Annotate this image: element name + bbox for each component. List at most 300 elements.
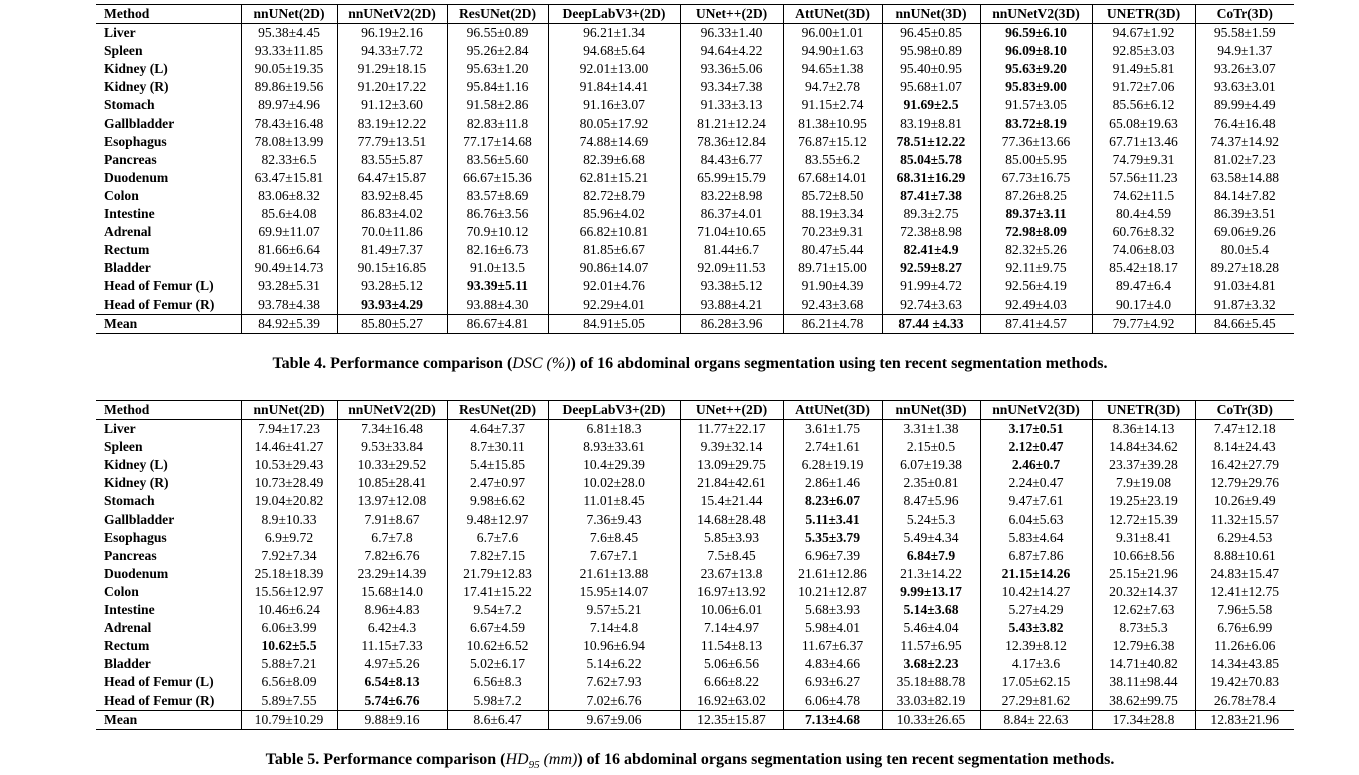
organ-label: Duodenum — [104, 565, 169, 581]
table-cell: 10.46±6.24 — [241, 601, 337, 619]
table-cell: 94.67±1.92 — [1092, 24, 1195, 43]
table-cell: 76.4±16.48 — [1195, 115, 1294, 133]
table-cell: 82.32±5.26 — [980, 241, 1092, 259]
column-header: DeepLabV3+(2D) — [548, 5, 680, 24]
table-cell: 8.47±5.96 — [882, 492, 980, 510]
table-cell: 83.55±6.2 — [783, 151, 882, 169]
organ-label: Colon — [104, 583, 139, 599]
table-cell: 90.17±4.0 — [1092, 296, 1195, 315]
table-4-dsc — [96, 4, 1294, 334]
table-cell: 25.18±18.39 — [241, 565, 337, 583]
table-cell: 6.87±7.86 — [980, 547, 1092, 565]
table-cell: 5.98±7.2 — [447, 692, 548, 711]
table-cell: 68.31±16.29 — [882, 169, 980, 187]
organ-label: Head of Femur (L) — [104, 278, 214, 294]
table-cell: 86.21±4.78 — [783, 314, 882, 333]
table-cell: 7.67±7.1 — [548, 547, 680, 565]
table-cell: 91.99±4.72 — [882, 277, 980, 295]
table-cell: 6.07±19.38 — [882, 456, 980, 474]
table-cell: 2.47±0.97 — [447, 474, 548, 492]
table-cell: 26.78±78.4 — [1195, 692, 1294, 711]
table-cell: 86.39±3.51 — [1195, 205, 1294, 223]
table-cell: 2.74±1.61 — [783, 438, 882, 456]
column-header: UNet++(2D) — [680, 5, 783, 24]
table-cell: 7.96±5.58 — [1195, 601, 1294, 619]
table-row — [96, 637, 1294, 655]
table-cell: 84.91±5.05 — [548, 314, 680, 333]
table-cell: 93.33±11.85 — [241, 42, 337, 60]
table-cell: 65.08±19.63 — [1092, 115, 1195, 133]
table-cell: 78.36±12.84 — [680, 133, 783, 151]
table-cell: 96.09±8.10 — [980, 42, 1092, 60]
column-header: nnUNetV2(3D) — [980, 5, 1092, 24]
table-cell: 23.37±39.28 — [1092, 456, 1195, 474]
column-header: Method — [96, 5, 241, 24]
table-cell: 8.88±10.61 — [1195, 547, 1294, 565]
table-cell: 84.43±6.77 — [680, 151, 783, 169]
table-cell: 10.06±6.01 — [680, 601, 783, 619]
caption-prefix: Table 5. Performance comparison ( — [265, 751, 506, 768]
table-cell: 83.19±8.81 — [882, 115, 980, 133]
caption-metric: DSC (%) — [512, 355, 571, 372]
organ-label: Rectum — [104, 638, 150, 654]
table-cell: 9.31±8.41 — [1092, 529, 1195, 547]
table-cell: 77.17±14.68 — [447, 133, 548, 151]
table-cell: 8.23±6.07 — [783, 492, 882, 510]
table-cell: 63.47±15.81 — [241, 169, 337, 187]
table-cell: 12.79±29.76 — [1195, 474, 1294, 492]
table-cell: 87.44 ±4.33 — [882, 314, 980, 333]
table-cell: 74.37±14.92 — [1195, 133, 1294, 151]
table-cell: 10.53±29.43 — [241, 456, 337, 474]
organ-label: Spleen — [104, 43, 143, 59]
organ-label: Intestine — [104, 602, 155, 618]
table-cell: 7.13±4.68 — [783, 710, 882, 729]
table-cell: 5.85±3.93 — [680, 529, 783, 547]
table-cell: 6.93±6.27 — [783, 673, 882, 691]
table-cell: 91.84±14.41 — [548, 78, 680, 96]
column-header: CoTr(3D) — [1195, 401, 1294, 420]
table-cell: 95.63±1.20 — [447, 60, 548, 78]
table-cell: 9.88±9.16 — [337, 710, 447, 729]
table-cell: 10.85±28.41 — [337, 474, 447, 492]
table-cell: 33.03±82.19 — [882, 692, 980, 711]
table-cell: 96.45±0.85 — [882, 24, 980, 43]
table-cell: 91.69±2.5 — [882, 96, 980, 114]
table-5-caption — [0, 750, 1359, 775]
mean-row — [96, 314, 1294, 333]
table-cell: 2.46±0.7 — [980, 456, 1092, 474]
organ-label: Stomach — [104, 97, 155, 113]
table-cell: 83.57±8.69 — [447, 187, 548, 205]
table-cell: 94.33±7.72 — [337, 42, 447, 60]
mean-row — [96, 710, 1294, 729]
table-4-header-row — [96, 5, 1294, 24]
table-cell: 12.62±7.63 — [1092, 601, 1195, 619]
table-cell: 93.88±4.21 — [680, 296, 783, 315]
table-cell: 11.26±6.06 — [1195, 637, 1294, 655]
table-cell: 86.37±4.01 — [680, 205, 783, 223]
column-header: nnUNetV2(2D) — [337, 401, 447, 420]
table-row — [96, 151, 1294, 169]
table-cell: 94.9±1.37 — [1195, 42, 1294, 60]
table-cell: 21.79±12.83 — [447, 565, 548, 583]
table-cell: 77.79±13.51 — [337, 133, 447, 151]
table-cell: 6.42±4.3 — [337, 619, 447, 637]
table-cell: 95.68±1.07 — [882, 78, 980, 96]
table-cell: 64.47±15.87 — [337, 169, 447, 187]
table-cell: 91.0±13.5 — [447, 259, 548, 277]
table-cell: 74.06±8.03 — [1092, 241, 1195, 259]
table-cell: 82.83±11.8 — [447, 115, 548, 133]
table-cell: 81.66±6.64 — [241, 241, 337, 259]
table-5-header-row — [96, 401, 1294, 420]
organ-label: Esophagus — [104, 529, 167, 545]
table-cell: 5.27±4.29 — [980, 601, 1092, 619]
table-cell: 86.83±4.02 — [337, 205, 447, 223]
table-cell: 96.00±1.01 — [783, 24, 882, 43]
table-cell: 12.79±6.38 — [1092, 637, 1195, 655]
table-cell: 91.57±3.05 — [980, 96, 1092, 114]
table-cell: 5.46±4.04 — [882, 619, 980, 637]
table-cell: 13.97±12.08 — [337, 492, 447, 510]
table-cell: 10.33±26.65 — [882, 710, 980, 729]
organ-label: Kidney (R) — [104, 79, 169, 95]
table-cell: 92.01±4.76 — [548, 277, 680, 295]
table-cell: 91.87±3.32 — [1195, 296, 1294, 315]
table-cell: 8.6±6.47 — [447, 710, 548, 729]
table-cell: 83.06±8.32 — [241, 187, 337, 205]
table-cell: 6.84±7.9 — [882, 547, 980, 565]
table-cell: 6.06±4.78 — [783, 692, 882, 711]
table-cell: 91.12±3.60 — [337, 96, 447, 114]
table-4-caption — [0, 354, 1359, 374]
organ-label: Esophagus — [104, 133, 167, 149]
table-cell: 81.38±10.95 — [783, 115, 882, 133]
table-cell: 14.46±41.27 — [241, 438, 337, 456]
table-cell: 80.47±5.44 — [783, 241, 882, 259]
table-cell: 69.06±9.26 — [1195, 223, 1294, 241]
table-cell: 17.34±28.8 — [1092, 710, 1195, 729]
table-cell: 65.99±15.79 — [680, 169, 783, 187]
table-cell: 93.78±4.38 — [241, 296, 337, 315]
table-cell: 95.83±9.00 — [980, 78, 1092, 96]
table-cell: 10.62±5.5 — [241, 637, 337, 655]
table-cell: 9.48±12.97 — [447, 511, 548, 529]
table-cell: 11.01±8.45 — [548, 492, 680, 510]
table-cell: 11.67±6.37 — [783, 637, 882, 655]
table-cell: 12.72±15.39 — [1092, 511, 1195, 529]
table-cell: 92.29±4.01 — [548, 296, 680, 315]
table-cell: 4.97±5.26 — [337, 655, 447, 673]
table-cell: 21.61±13.88 — [548, 565, 680, 583]
table-cell: 89.99±4.49 — [1195, 96, 1294, 114]
table-cell: 91.58±2.86 — [447, 96, 548, 114]
table-cell: 91.90±4.39 — [783, 277, 882, 295]
table-cell: 11.54±8.13 — [680, 637, 783, 655]
table-cell: 92.49±4.03 — [980, 296, 1092, 315]
table-cell: 79.77±4.92 — [1092, 314, 1195, 333]
table-cell: 94.65±1.38 — [783, 60, 882, 78]
table-cell: 92.56±4.19 — [980, 277, 1092, 295]
table-cell: 10.73±28.49 — [241, 474, 337, 492]
table-cell: 90.05±19.35 — [241, 60, 337, 78]
table-cell: 84.92±5.39 — [241, 314, 337, 333]
table-cell: 85.6±4.08 — [241, 205, 337, 223]
table-cell: 3.31±1.38 — [882, 420, 980, 439]
table-cell: 85.56±6.12 — [1092, 96, 1195, 114]
table-cell: 81.44±6.7 — [680, 241, 783, 259]
table-cell: 91.15±2.74 — [783, 96, 882, 114]
table-cell: 96.19±2.16 — [337, 24, 447, 43]
table-cell: 9.57±5.21 — [548, 601, 680, 619]
table-cell: 96.59±6.10 — [980, 24, 1092, 43]
table-cell: 23.29±14.39 — [337, 565, 447, 583]
table-cell: 19.04±20.82 — [241, 492, 337, 510]
table-row — [96, 529, 1294, 547]
table-cell: 38.11±98.44 — [1092, 673, 1195, 691]
table-cell: 95.63±9.20 — [980, 60, 1092, 78]
table-cell: 15.4±21.44 — [680, 492, 783, 510]
table-cell: 4.17±3.6 — [980, 655, 1092, 673]
table-cell: 5.35±3.79 — [783, 529, 882, 547]
table-cell: 95.38±4.45 — [241, 24, 337, 43]
table-cell: 83.72±8.19 — [980, 115, 1092, 133]
column-header: AttUNet(3D) — [783, 5, 882, 24]
table-cell: 14.71±40.82 — [1092, 655, 1195, 673]
table-cell: 10.4±29.39 — [548, 456, 680, 474]
column-header: nnUNet(3D) — [882, 401, 980, 420]
table-cell: 35.18±88.78 — [882, 673, 980, 691]
table-cell: 88.19±3.34 — [783, 205, 882, 223]
table-cell: 2.24±0.47 — [980, 474, 1092, 492]
table-cell: 5.89±7.55 — [241, 692, 337, 711]
table-cell: 7.5±8.45 — [680, 547, 783, 565]
table-cell: 23.67±13.8 — [680, 565, 783, 583]
table-cell: 89.3±2.75 — [882, 205, 980, 223]
table-cell: 11.32±15.57 — [1195, 511, 1294, 529]
table-cell: 7.34±16.48 — [337, 420, 447, 439]
table-cell: 57.56±11.23 — [1092, 169, 1195, 187]
table-row — [96, 547, 1294, 565]
table-cell: 6.04±5.63 — [980, 511, 1092, 529]
table-cell: 95.26±2.84 — [447, 42, 548, 60]
table-cell: 82.39±6.68 — [548, 151, 680, 169]
table-cell: 8.96±4.83 — [337, 601, 447, 619]
table-cell: 66.82±10.81 — [548, 223, 680, 241]
table-cell: 80.05±17.92 — [548, 115, 680, 133]
table-cell: 91.33±3.13 — [680, 96, 783, 114]
table-cell: 8.84± 22.63 — [980, 710, 1092, 729]
table-cell: 93.36±5.06 — [680, 60, 783, 78]
table-cell: 85.00±5.95 — [980, 151, 1092, 169]
column-header: AttUNet(3D) — [783, 401, 882, 420]
table-cell: 91.03±4.81 — [1195, 277, 1294, 295]
table-cell: 6.54±8.13 — [337, 673, 447, 691]
table-cell: 5.11±3.41 — [783, 511, 882, 529]
table-cell: 94.90±1.63 — [783, 42, 882, 60]
table-cell: 9.99±13.17 — [882, 583, 980, 601]
table-cell: 80.4±4.59 — [1092, 205, 1195, 223]
organ-label: Pancreas — [104, 547, 157, 563]
organ-label: Bladder — [104, 656, 151, 672]
table-cell: 85.80±5.27 — [337, 314, 447, 333]
table-cell: 5.98±4.01 — [783, 619, 882, 637]
table-cell: 7.82±6.76 — [337, 547, 447, 565]
table-cell: 85.96±4.02 — [548, 205, 680, 223]
table-cell: 92.09±11.53 — [680, 259, 783, 277]
organ-label: Spleen — [104, 439, 143, 455]
table-cell: 5.83±4.64 — [980, 529, 1092, 547]
organ-label: Head of Femur (L) — [104, 674, 214, 690]
organ-label: Bladder — [104, 260, 151, 276]
table-cell: 91.20±17.22 — [337, 78, 447, 96]
table-cell: 21.3±14.22 — [882, 565, 980, 583]
table-cell: 11.57±6.95 — [882, 637, 980, 655]
table-cell: 89.37±3.11 — [980, 205, 1092, 223]
organ-label: Stomach — [104, 493, 155, 509]
table-cell: 85.42±18.17 — [1092, 259, 1195, 277]
table-cell: 6.67±4.59 — [447, 619, 548, 637]
table-cell: 89.27±18.28 — [1195, 259, 1294, 277]
table-cell: 5.68±3.93 — [783, 601, 882, 619]
table-cell: 16.97±13.92 — [680, 583, 783, 601]
organ-label: Colon — [104, 187, 139, 203]
table-cell: 25.15±21.96 — [1092, 565, 1195, 583]
table-cell: 10.66±8.56 — [1092, 547, 1195, 565]
column-header: CoTr(3D) — [1195, 5, 1294, 24]
table-cell: 92.74±3.63 — [882, 296, 980, 315]
table-cell: 9.98±6.62 — [447, 492, 548, 510]
table-cell: 20.32±14.37 — [1092, 583, 1195, 601]
caption-metric: $HD_{95}$ (mm) — [505, 751, 578, 772]
table-cell: 85.04±5.78 — [882, 151, 980, 169]
table-row — [96, 96, 1294, 114]
table-cell: 80.0±5.4 — [1195, 241, 1294, 259]
table-cell: 21.15±14.26 — [980, 565, 1092, 583]
table-cell: 83.56±5.60 — [447, 151, 548, 169]
table-cell: 15.95±14.07 — [548, 583, 680, 601]
table-cell: 27.29±81.62 — [980, 692, 1092, 711]
table-cell: 83.55±5.87 — [337, 151, 447, 169]
table-cell: 9.54±7.2 — [447, 601, 548, 619]
table-row — [96, 673, 1294, 691]
table-row — [96, 169, 1294, 187]
table-cell: 72.38±8.98 — [882, 223, 980, 241]
table-cell: 7.92±7.34 — [241, 547, 337, 565]
table-cell: 92.59±8.27 — [882, 259, 980, 277]
table-row — [96, 474, 1294, 492]
table-row — [96, 456, 1294, 474]
organ-label: Rectum — [104, 242, 150, 258]
table-cell: 78.08±13.99 — [241, 133, 337, 151]
table-cell: 83.92±8.45 — [337, 187, 447, 205]
table-cell: 94.68±5.64 — [548, 42, 680, 60]
table-cell: 10.62±6.52 — [447, 637, 548, 655]
table-cell: 86.28±3.96 — [680, 314, 783, 333]
table-cell: 6.81±18.3 — [548, 420, 680, 439]
table-cell: 84.14±7.82 — [1195, 187, 1294, 205]
table-cell: 5.49±4.34 — [882, 529, 980, 547]
table-cell: 93.93±4.29 — [337, 296, 447, 315]
table-cell: 8.14±24.43 — [1195, 438, 1294, 456]
table-cell: 7.02±6.76 — [548, 692, 680, 711]
table-cell: 8.9±10.33 — [241, 511, 337, 529]
table-cell: 2.12±0.47 — [980, 438, 1092, 456]
table-cell: 74.88±14.69 — [548, 133, 680, 151]
table-cell: 5.88±7.21 — [241, 655, 337, 673]
table-cell: 95.84±1.16 — [447, 78, 548, 96]
table-row — [96, 133, 1294, 151]
table-cell: 19.25±23.19 — [1092, 492, 1195, 510]
table-cell: 5.02±6.17 — [447, 655, 548, 673]
table-cell: 14.34±43.85 — [1195, 655, 1294, 673]
table-cell: 78.51±12.22 — [882, 133, 980, 151]
table-cell: 6.66±8.22 — [680, 673, 783, 691]
table-cell: 63.58±14.88 — [1195, 169, 1294, 187]
table-cell: 76.87±15.12 — [783, 133, 882, 151]
table-cell: 11.15±7.33 — [337, 637, 447, 655]
caption-prefix: Table 4. Performance comparison ( — [272, 355, 513, 372]
table-cell: 84.66±5.45 — [1195, 314, 1294, 333]
table-cell: 92.01±13.00 — [548, 60, 680, 78]
table-cell: 15.56±12.97 — [241, 583, 337, 601]
table-cell: 96.33±1.40 — [680, 24, 783, 43]
organ-label: Kidney (R) — [104, 475, 169, 491]
table-cell: 10.96±6.94 — [548, 637, 680, 655]
table-cell: 87.41±4.57 — [980, 314, 1092, 333]
organ-label: Liver — [104, 421, 136, 437]
table-cell: 96.55±0.89 — [447, 24, 548, 43]
table-cell: 12.83±21.96 — [1195, 710, 1294, 729]
table-cell: 9.67±9.06 — [548, 710, 680, 729]
table-cell: 71.04±10.65 — [680, 223, 783, 241]
table-cell: 60.76±8.32 — [1092, 223, 1195, 241]
table-cell: 14.84±34.62 — [1092, 438, 1195, 456]
table-cell: 10.26±9.49 — [1195, 492, 1294, 510]
table-cell: 93.28±5.12 — [337, 277, 447, 295]
table-row — [96, 259, 1294, 277]
column-header: Method — [96, 401, 241, 420]
table-cell: 67.71±13.46 — [1092, 133, 1195, 151]
column-header: DeepLabV3+(2D) — [548, 401, 680, 420]
table-row — [96, 60, 1294, 78]
table-cell: 89.71±15.00 — [783, 259, 882, 277]
table-cell: 3.61±1.75 — [783, 420, 882, 439]
table-cell: 9.53±33.84 — [337, 438, 447, 456]
table-cell: 10.42±14.27 — [980, 583, 1092, 601]
table-cell: 70.0±11.86 — [337, 223, 447, 241]
table-cell: 2.86±1.46 — [783, 474, 882, 492]
table-cell: 91.29±18.15 — [337, 60, 447, 78]
table-cell: 95.58±1.59 — [1195, 24, 1294, 43]
table-cell: 11.77±22.17 — [680, 420, 783, 439]
table-cell: 94.7±2.78 — [783, 78, 882, 96]
table-cell: 7.94±17.23 — [241, 420, 337, 439]
table-row — [96, 655, 1294, 673]
organ-label: Adrenal — [104, 224, 152, 240]
table-cell: 8.93±33.61 — [548, 438, 680, 456]
table-cell: 10.02±28.0 — [548, 474, 680, 492]
table-cell: 78.43±16.48 — [241, 115, 337, 133]
table-row — [96, 277, 1294, 295]
table-cell: 82.16±6.73 — [447, 241, 548, 259]
table-row — [96, 692, 1294, 711]
organ-label: Gallbladder — [104, 115, 175, 131]
table-cell: 7.82±7.15 — [447, 547, 548, 565]
table-cell: 93.39±5.11 — [447, 277, 548, 295]
table-row — [96, 223, 1294, 241]
